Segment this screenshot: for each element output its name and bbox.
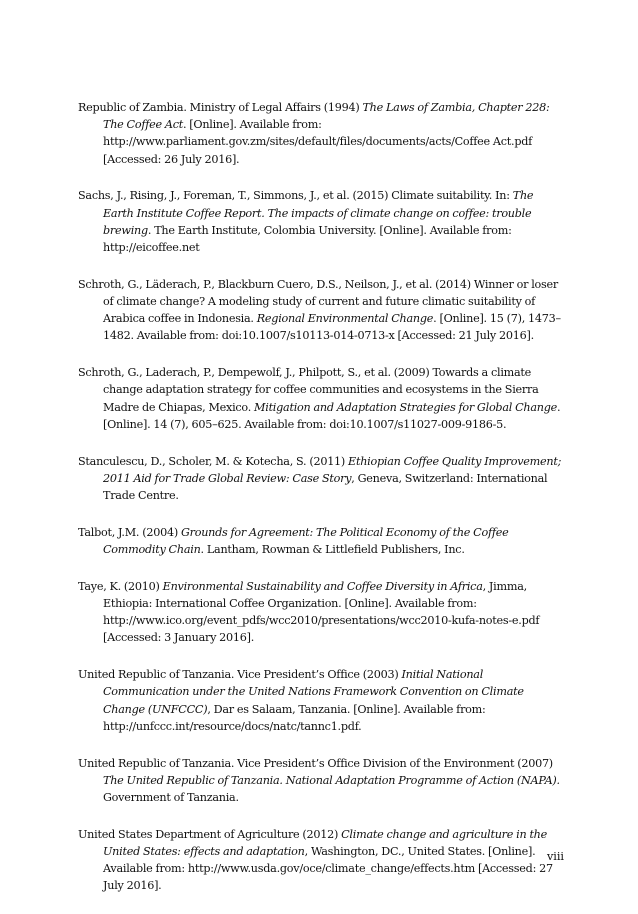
reference-list <box>78 99 564 914</box>
reference-title: Climate change and agriculture in the United States: effects and adaptation <box>103 827 548 859</box>
reference-text: United States Department of Agriculture (2012) <box>78 827 342 841</box>
reference-text: . The Earth Institute, Colombia University. [Online]. Available from: http://eicoffee.net <box>103 223 512 255</box>
reference-title: Mitigation and Adaptation Strategies for Global Change <box>254 400 558 414</box>
reference-text: Stanculescu, D., Scholer, M. & Kotecha, S. (2011) <box>78 454 349 468</box>
reference-entry <box>78 524 564 558</box>
reference-entry <box>78 666 564 735</box>
reference-title: Environmental Sustainability and Coffee Diversity in Africa <box>162 579 483 593</box>
reference-entry <box>78 364 564 433</box>
reference-title: The Earth Institute Coffee Report. The impacts of climate change on coffee: trouble brewing <box>103 189 534 237</box>
reference-text: United Republic of Tanzania. Vice President’s Office Division of the Environment (2007) <box>78 756 553 770</box>
reference-title: Initial National Communication under the United Nations Framework Convention on Climate Change (UNFCCC) <box>103 668 524 716</box>
reference-text: , Geneva, Switzerland: International Trade Centre. <box>103 471 548 503</box>
reference-entry <box>78 187 564 256</box>
reference-text: Republic of Zambia. Ministry of Legal Affairs (1994) <box>78 101 363 114</box>
reference-text: United Republic of Tanzania. Vice President’s Office (2003) <box>78 668 402 682</box>
reference-title: Regional Environmental Change <box>256 312 434 326</box>
reference-entry <box>78 755 564 807</box>
reference-entry <box>78 276 564 345</box>
reference-text: Government of Tanzania. <box>103 791 239 805</box>
reference-text: Taye, K. (2010) <box>78 579 163 593</box>
reference-title: The United Republic of Tanzania. National Adaptation Programme of Action (NAPA). <box>103 773 560 787</box>
reference-entry <box>78 453 564 505</box>
reference-entry <box>78 99 564 168</box>
reference-entry <box>78 826 564 895</box>
reference-text: , Dar es Salaam, Tanzania. [Online]. Available from: http://unfccc.int/resource/docs/natc/tannc1.pdf. <box>103 702 486 733</box>
reference-text: , Washington, DC., United States. [Online]. Available from: http://www.usda.gov/oce/climate_change/effects.htm [Accessed: 27 July 2016]. <box>103 845 553 893</box>
reference-title: Ethiopian Coffee Quality Improvement; 2011 Aid for Trade Global Review: Case Story <box>103 454 562 485</box>
reference-text: . [Online]. Available from: http://www.parliament.gov.zm/sites/default/files/documents/acts/Coffee Act.pdf [Accessed: 26 July 2016]. <box>103 118 533 166</box>
page-number: viii <box>546 850 564 863</box>
reference-title: The Laws of Zambia, Chapter 228: The Coffee Act <box>103 101 550 132</box>
reference-text: Sachs, J., Rising, J., Foreman, T., Simmons, J., et al. (2015) Climate suitability. In: <box>78 189 513 203</box>
reference-text: , Jimma, Ethiopia: International Coffee Organization. [Online]. Available from: http://www.ico.org/event_pdfs/wcc2010/presentations/wcc2010-kufa-notes-e.pdf [Accessed: 3 January 2016]. <box>103 579 540 645</box>
reference-entry <box>78 578 564 647</box>
reference-text: . [Online]. 14 (7), 605–625. Available from: doi:10.1007/s11027-009-9186-5. <box>103 400 561 431</box>
reference-text: Talbot, J.M. (2004) <box>78 525 181 539</box>
reference-text: . Lantham, Rowman & Littlefield Publishers, Inc. <box>200 543 465 557</box>
reference-text: Schroth, G., Laderach, P., Dempewolf, J., Philpott, S., et al. (2009) Towards a climate change adaptation strategy for coffee communities and ecosystems in the Sierra Madre de Chiapas, Mexico. <box>78 366 539 414</box>
reference-title: Grounds for Agreement: The Political Economy of the Coffee Commodity Chain <box>103 525 509 557</box>
reference-text: . [Online]. 15 (7), 1473–1482. Available from: doi:10.1007/s10113-014-0713-x [Accessed: 21 July 2016]. <box>103 312 561 343</box>
reference-text: Schroth, G., Läderach, P., Blackburn Cuero, D.S., Neilson, J., et al. (2014) Winner or loser of climate change? A modeling study of current and future climatic suitability of Arabica coffee in Indonesia. <box>78 277 558 326</box>
